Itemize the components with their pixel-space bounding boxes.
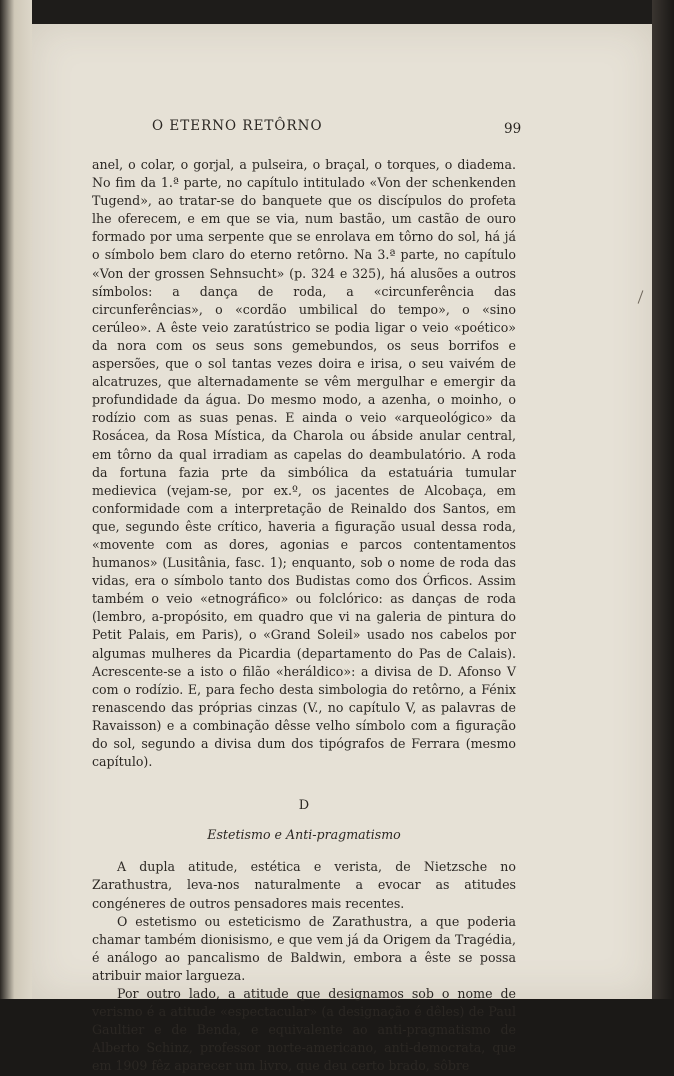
previous-page-edge <box>0 0 32 999</box>
running-head: O ETERNO RETÔRNO <box>152 118 323 134</box>
section-title: Estetismo e Anti-pragmatismo <box>207 827 401 843</box>
paragraph-2: A dupla atitude, estética e verista, de Nietzsche no Zarathustra, leva-nos naturalmente a evocar as atitudes congéneres de outros pensadores mais recentes. <box>92 859 516 911</box>
paragraph-4: Por outro lado, a atitude que designamos sob o nome de verismo é a atitude «espectacular» (a designação é dêles) de Paul Gaultier e de Benda, e equivalente ao anti-pragmatismo de Alberto Schinz, professor norte-americano, anti-democrata, que em 1909 fêz aparecer um livro, que deu certo brado, sôbre <box>92 986 516 1074</box>
section-letter: D <box>298 798 310 814</box>
page-body <box>92 156 516 1076</box>
page-right-edge <box>652 0 674 999</box>
page-number: 99 <box>504 121 522 137</box>
paragraph-1: anel, o colar, o gorjal, a pulseira, o braçal, o torques, o diadema. No fim da 1.ª parte, no capítulo intitulado «Von der schenkenden Tugend», ao tratar-se do banquete que os discípulos do profeta lhe oferecem, e em que se via, num bastão, um castão de ouro formado por uma serpente que se enrolava em tôrno do sol, há já o símbolo bem claro do eterno retôrno. Na 3.ª parte, no capítulo «Von der grossen Sehnsucht» (p. 324 e 325), há alusões a outros símbolos: a dança de roda, a «circunferência das circunferências», o «cordão umbilical do tempo», o «sino cerúleo». A êste veio zaratústrico se podia ligar o veio «poético» da nora com os seus sons gemebundos, os seus borrifos e aspersões, que o sol tantas vezes doira e irisa, o seu vaivém de alcatruzes, que alternadamente se vêm mergulhar e emergir da profundidade da água. Do mesmo modo, a azenha, o moinho, o rodízio com as suas penas. E ainda o veio «arqueológico» da Rosácea, da Rosa Mística, da Charola ou ábside anular central, em tôrno da qual irradiam as capelas do deambulatório. A roda da fortuna fazia prte da simbólica da estatuária tumular medievica (vejam-se, por ex.º, os jacentes de Alcobaça, em conformidade com a interpretação de Reinaldo dos Santos, em que, segundo êste crítico, haveria a figuração usual dessa roda, «movente com as dores, agonias e parcos contentamentos humanos» (Lusitânia, fasc. 1); enquanto, sob o nome de roda das vidas, era o símbolo tanto dos Budistas como dos Órficos. Assim também o veio «etnográfico» ou folclórico: as danças de roda (lembro, a-propósito, em quadro que vi na galeria de pintura do Petit Palais, em Paris), o «Grand Soleil» usado nos cabelos por algumas mulheres da Picardia (departamento do Pas de Calais). Acrescente-se a isto o filão «heráldico»: a divisa de D. Afonso V com o rodízio. E, para fecho desta simbologia do retôrno, a Fénix renascendo das próprias cinzas (V., no capítulo V, as palavras de Ravaisson) e a combinação dêsse velho símbolo com a figuração do sol, segundo a divisa dum dos tipógrafos de Ferrara (mesmo capítulo). <box>92 157 516 770</box>
paragraph-3: O estetismo ou esteticismo de Zarathustra, a que poderia chamar também dionisismo, e que vem já da Origem da Tragédia, é análogo ao pancalismo de Baldwin, embora a êste se possa atribuir maior largueza. <box>92 913 516 983</box>
